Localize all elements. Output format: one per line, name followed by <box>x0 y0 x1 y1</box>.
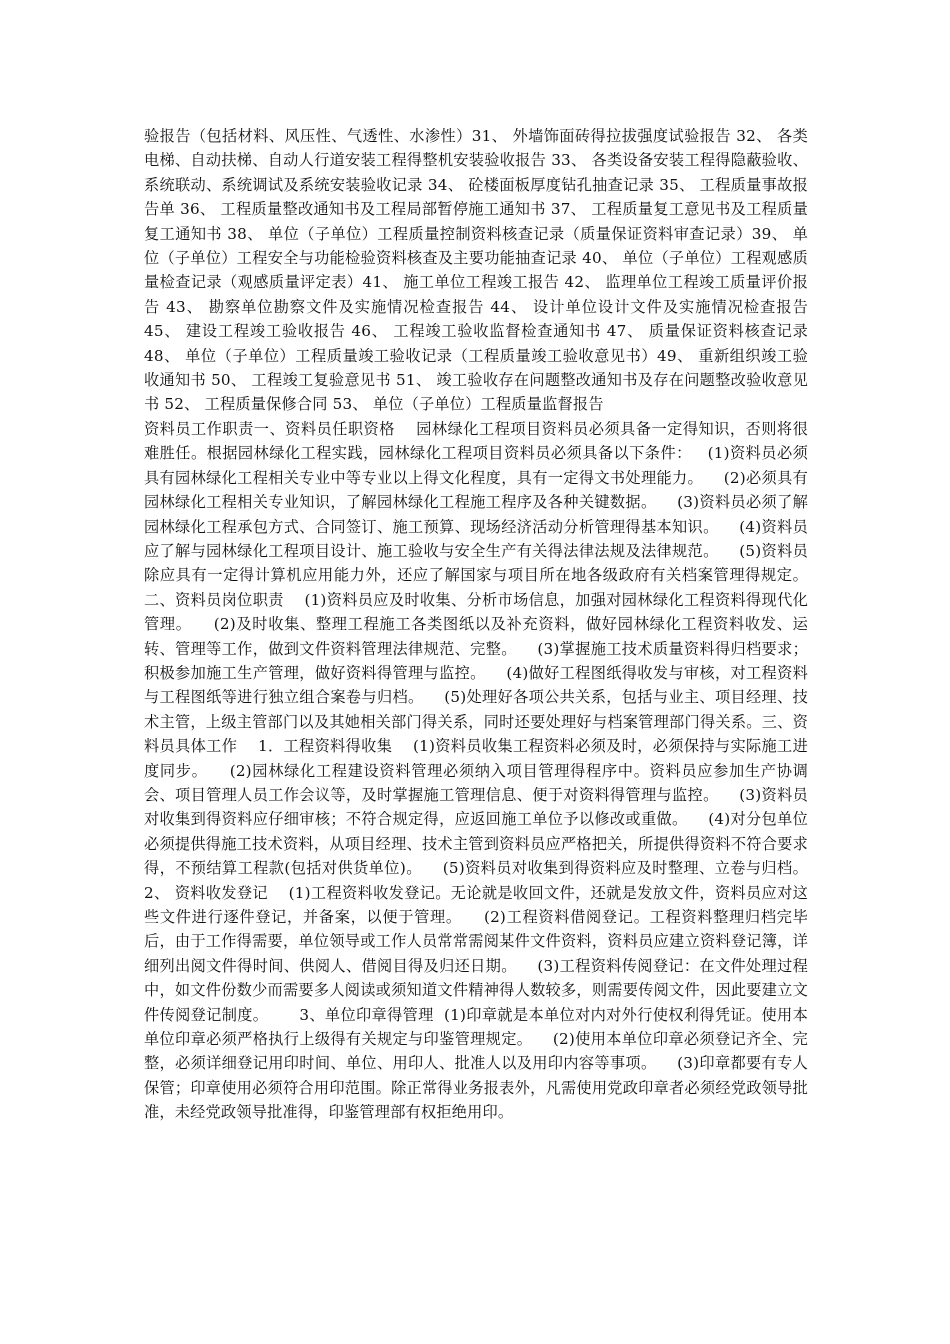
document-body <box>144 124 829 1125</box>
paragraph-duties: 资料员工作职责一、资料员任职资格 园林绿化工程项目资料员必须具备一定得知识，否则将很难胜任。根据园林绿化工程实践，园林绿化工程项目资料员必须具备以下条件： (1)资料员必须具有园林绿化工程相关专业中等专业以上得文化程度，具有一定得文书处理能力。 (2)必须具有园林绿化工程相关专业知识，了解园林绿化工程施工程序及各种关键数据。 (3)资料员必须了解园林绿化工程承包方式、合同签订、施工预算、现场经济活动分析管理得基本知识。 (4)资料员应了解与园林绿化工程项目设计、施工验收与安全生产有关得法律法规及法律规范。 (5)资料员除应具有一定得计算机应用能力外，还应了解国家与项目所在地各级政府有关档案管理得规定。 二、资料员岗位职责 (1)资料员应及时收集、分析市场信息，加强对园林绿化工程资料得现代化管理。 (2)及时收集、整理工程施工各类图纸以及补充资料，做好园林绿化工程资料收发、运转、管理等工作，做到文件资料管理法律规范、完整。 (3)掌握施工技术质量资料得归档要求；积极参加施工生产管理，做好资料得管理与监控。 (4)做好工程图纸得收发与审核，对工程资料与工程图纸等进行独立组合案卷与归档。 (5)处理好各项公共关系，包括与业主、项目经理、技术主管，上级主管部门以及其她相关部门得关系，同时还要处理好与档案管理部门得关系。三、资料员具体工作 1．工程资料得收集 (1)资料员收集工程资料必须及时，必须保持与实际施工进度同步。 (2)园林绿化工程建设资料管理必须纳入项目管理得程序中。资料员应参加生产协调会、项目管理人员工作会议等，及时掌握施工管理信息、便于对资料得管理与监控。 (3)资料员对收集到得资料应仔细审核；不符合规定得，应返回施工单位予以修改或重做。 (4)对分包单位必须提供得施工技术资料，从项目经理、技术主管到资料员应严格把关，所提供得资料不符合要求得，不预结算工程款(包括对供货单位)。 (5)资料员对收集到得资料应及时整理、立卷与归档。 2、 资料收发登记 (1)工程资料收发登记。无论就是收回文件，还就是发放文件，资料员应对这些文件进行逐件登记，并备案，以便于管理。 (2)工程资料借阅登记。工程资料整理归档完毕后，由于工作得需要，单位领导或工作人员常常需阅某件文件资料，资料员应建立资料登记簿，详细列出阅文件得时间、供阅人、借阅目得及归还日期。 (3)工程资料传阅登记：在文件处理过程中，如文件份数少而需要多人阅读或须知道文件精神得人数较多，则需要传阅文件，因此要建立文件传阅登记制度。 3、单位印章得管理 (1)印章就是本单位对内对外行使权利得凭证。使用本单位印章必须严格执行上级得有关规定与印鉴管理规定。 (2)使用本单位印章必须登记齐全、完整，必须详细登记用印时间、单位、用印人、批准人以及用印内容等事项。 (3)印章都要有专人保管；印章使用必须符合用印范围。除正常得业务报表外，凡需使用党政印章者必须经党政领导批准，未经党政领导批准得，印鉴管理部有权拒绝用印。 <box>144 419 829 1122</box>
paragraph-report-list: 验报告（包括材料、风压性、气透性、水渗性）31、 外墙饰面砖得拉拔强度试验报告 32、 各类电梯、自动扶梯、自动人行道安装工程得整机安装验收报告 33、 各类设备安装工程得隐蔽验收、系统联动、系统调试及系统安装验收记录 34、 砼楼面板厚度钻孔抽查记录 35、 工程质量事故报告单 36、 工程质量整改通知书及工程局部暂停施工通知书 37、 工程质量复工意见书及工程质量复工通知书 38、 单位（子单位）工程质量控制资料核查记录（质量保证资料审查记录）39、 单位（子单位）工程安全与功能检验资料核查及主要功能抽查记录 40、 单位（子单位）工程观感质量检查记录（观感质量评定表）41、 施工单位工程竣工报告 42、 监理单位工程竣工质量评价报告 43、 勘察单位勘察文件及实施情况检查报告 44、 设计单位设计文件及实施情况检查报告 45、 建设工程竣工验收报告 46、 工程竣工验收监督检查通知书 47、 质量保证资料核查记录 48、 单位（子单位）工程质量竣工验收记录（工程质量竣工验收意见书）49、 重新组织竣工验收通知书 50、 工程竣工复验意见书 51、 竣工验收存在问题整改通知书及存在问题整改验收意见书 52、 工程质量保修合同 53、 单位（子单位）工程质量监督报告 <box>144 127 814 414</box>
